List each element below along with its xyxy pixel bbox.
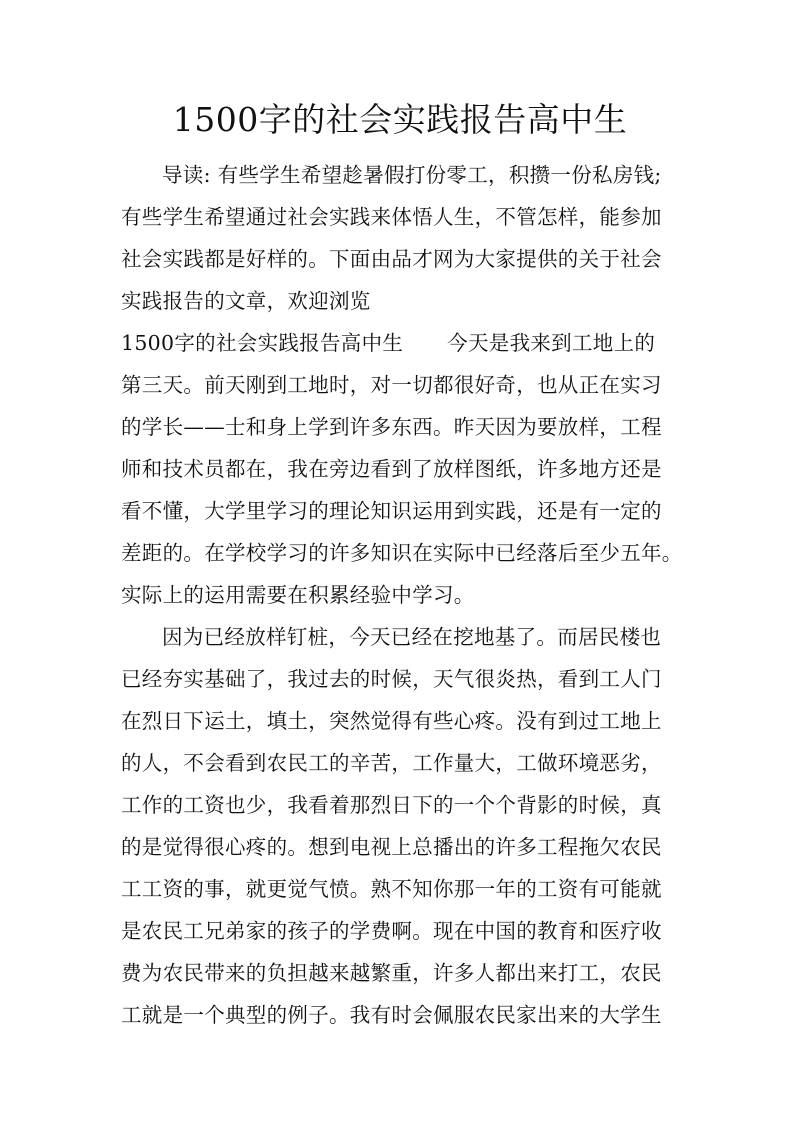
paragraph-line: 的学长——士和身上学到许多东西。昨天因为要放样，工程 (121, 415, 662, 439)
paragraph-line: 师和技术员都在，我在旁边看到了放样图纸，许多地方还是 (121, 457, 662, 481)
intro-line: 有些学生希望通过社会实践来体悟人生，不管怎样，能参加 (121, 205, 662, 229)
paragraph-line: 工工资的事，就更觉气愤。熟不知你那一年的工资有可能就 (121, 877, 662, 901)
paragraph-start: 今天是我来到工地上的 (447, 331, 656, 355)
paragraph-line: 的人，不会看到农民工的辛苦，工作量大，工做环境恶劣， (121, 751, 662, 775)
paragraph-line: 在烈日下运土，填土，突然觉得有些心疼。没有到过工地上 (121, 709, 662, 733)
paragraph-line: 费为农民带来的负担越来越繁重，许多人都出来打工，农民 (121, 961, 662, 985)
paragraph-line: 是农民工兄弟家的孩子的学费啊。现在中国的教育和医疗收 (121, 919, 662, 943)
section-heading: 1500字的社会实践报告高中生 (121, 331, 404, 355)
section-heading-line (121, 328, 681, 358)
paragraph-line: 工就是一个典型的例子。我有时会佩服农民家出来的大学生 (121, 1003, 662, 1027)
paragraph-line: 的是觉得很心疼的。想到电视上总播出的许多工程拖欠农民 (121, 835, 662, 859)
paragraph-line: 第三天。前天刚到工地时，对一切都很好奇，也从正在实习 (121, 373, 662, 397)
paragraph-line: 实际上的运用需要在积累经验中学习。 (121, 583, 475, 607)
intro-line: 导读: 有些学生希望趁暑假打份零工，积攒一份私房钱; (162, 163, 662, 187)
paragraph-line: 已经夯实基础了，我过去的时候，天气很炎热，看到工人门 (121, 667, 662, 691)
paragraph-line: 差距的。在学校学习的许多知识在实际中已经落后至少五年。 (121, 541, 683, 565)
paragraph-line: 看不懂，大学里学习的理论知识运用到实践，还是有一定的 (121, 499, 662, 523)
intro-line: 社会实践都是好样的。下面由品才网为大家提供的关于社会 (121, 247, 662, 271)
paragraph-line: 因为已经放样钉桩，今天已经在挖地基了。而居民楼也 (162, 625, 662, 649)
document-title: 1500字的社会实践报告高中生 (172, 100, 628, 139)
intro-line: 实践报告的文章，欢迎浏览 (121, 289, 371, 313)
paragraph-line: 工作的工资也少，我看着那烈日下的一个个背影的时候，真 (121, 793, 662, 817)
